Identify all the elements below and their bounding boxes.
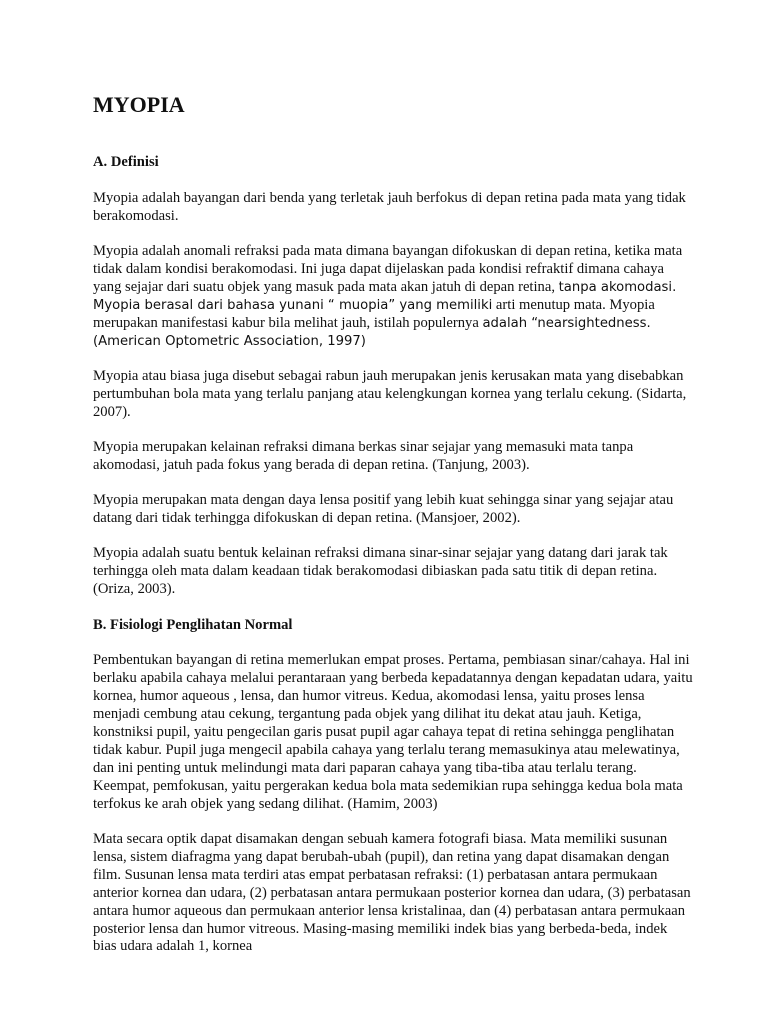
document-title: MYOPIA xyxy=(93,92,185,117)
paragraph-text-sans: adalah “nearsightedness.(American Optometric Association, 1997) xyxy=(93,315,651,349)
section-heading-definisi: A. Definisi xyxy=(93,154,159,170)
document-page xyxy=(93,92,693,956)
paragraph xyxy=(93,243,693,350)
section-heading-fisiologi: B. Fisiologi Penglihatan Normal xyxy=(93,616,293,633)
paragraph: Myopia adalah suatu bentuk kelainan refraksi dimana sinar-sinar sejajar yang datang dari jarak tak terhingga oleh mata dalam keadaan tidak berakomodasi dibiaskan pada satu titik di depan retina. (Oriza, 2003). xyxy=(93,545,668,598)
paragraph-text: arti menutup mata. Myopia merupakan manifestasi kabur bila melihat jauh, istilah populernya xyxy=(93,296,655,331)
paragraph-text-sans: tanpa akomodasi. Myopia berasal dari bahasa yunani “ muopia” yang memiliki xyxy=(93,279,677,313)
paragraph: Myopia merupakan kelainan refraksi dimana berkas sinar sejajar yang memasuki mata tanpa akomodasi, jatuh pada fokus yang berada di depan retina. (Tanjung, 2003). xyxy=(93,439,634,473)
paragraph: Myopia adalah bayangan dari benda yang terletak jauh berfokus di depan retina pada mata yang tidak berakomodasi. xyxy=(93,189,686,224)
paragraph: Myopia merupakan mata dengan daya lensa positif yang lebih kuat sehingga sinar yang sejajar atau datang dari tidak terhingga difokuskan di depan retina. (Mansjoer, 2002). xyxy=(93,492,674,527)
paragraph-text: Myopia adalah anomali refraksi pada mata dimana bayangan difokuskan di depan retina, ketika mata tidak dalam kondisi berakomodasi. Ini juga dapat dijelaskan pada kondisi refraktif dimana cahaya yang sejajar dari suatu objek yang masuk pada mata akan jatuh di depan retina, xyxy=(93,243,683,295)
paragraph: Mata secara optik dapat disamakan dengan sebuah kamera fotografi biasa. Mata memiliki susunan lensa, sistem diafragma yang dapat berubah-ubah (pupil), dan retina yang dapat disamakan dengan film. Susunan lensa mata terdiri atas empat perbatasan refraksi: (1) perbatasan antara permukaan anterior kornea dan udara, (2) perbatasan antara permukaan posterior kornea dan udara, (3) perbatasan antara humor aqueous dan permukaan anterior lensa kristalinaa, dan (4) perbatasan antara permukaan posterior lensa dan humor vitreous. Masing-masing memiliki indek bias yang berbeda-beda, indek bias udara adalah 1, kornea xyxy=(93,831,691,955)
paragraph: Myopia atau biasa juga disebut sebagai rabun jauh merupakan jenis kerusakan mata yang disebabkan pertumbuhan bola mata yang terlalu panjang atau kelengkungan kornea yang terlalu cekung. (Sidarta, 2007). xyxy=(93,367,687,420)
paragraph: Pembentukan bayangan di retina memerlukan empat proses. Pertama, pembiasan sinar/cahaya. Hal ini berlaku apabila cahaya melalui perantaraan yang berbeda kepadatannya dengan kepadatan udara, yaitu kornea, humor aqueous , lensa, dan humor vitreus. Kedua, akomodasi lensa, yaitu proses lensa menjadi cembung atau cekung, tergantung pada objek yang dilihat itu dekat atau jauh. Ketiga, konstniksi pupil, yaitu pengecilan garis pusat pupil agar cahaya tepat di retina sehingga penglihatan tidak kabur. Pupil juga mengecil apabila cahaya yang terlalu terang memasukinya atau melewatinya, dan ini penting untuk melindungi mata dari paparan cahaya yang tiba-tiba atau terlalu terang. Keempat, pemfokusan, yaitu pergerakan kedua bola mata sedemikian rupa sehingga kedua bola mata terfokus ke arah objek yang sedang dilihat. (Hamim, 2003) xyxy=(93,652,693,812)
